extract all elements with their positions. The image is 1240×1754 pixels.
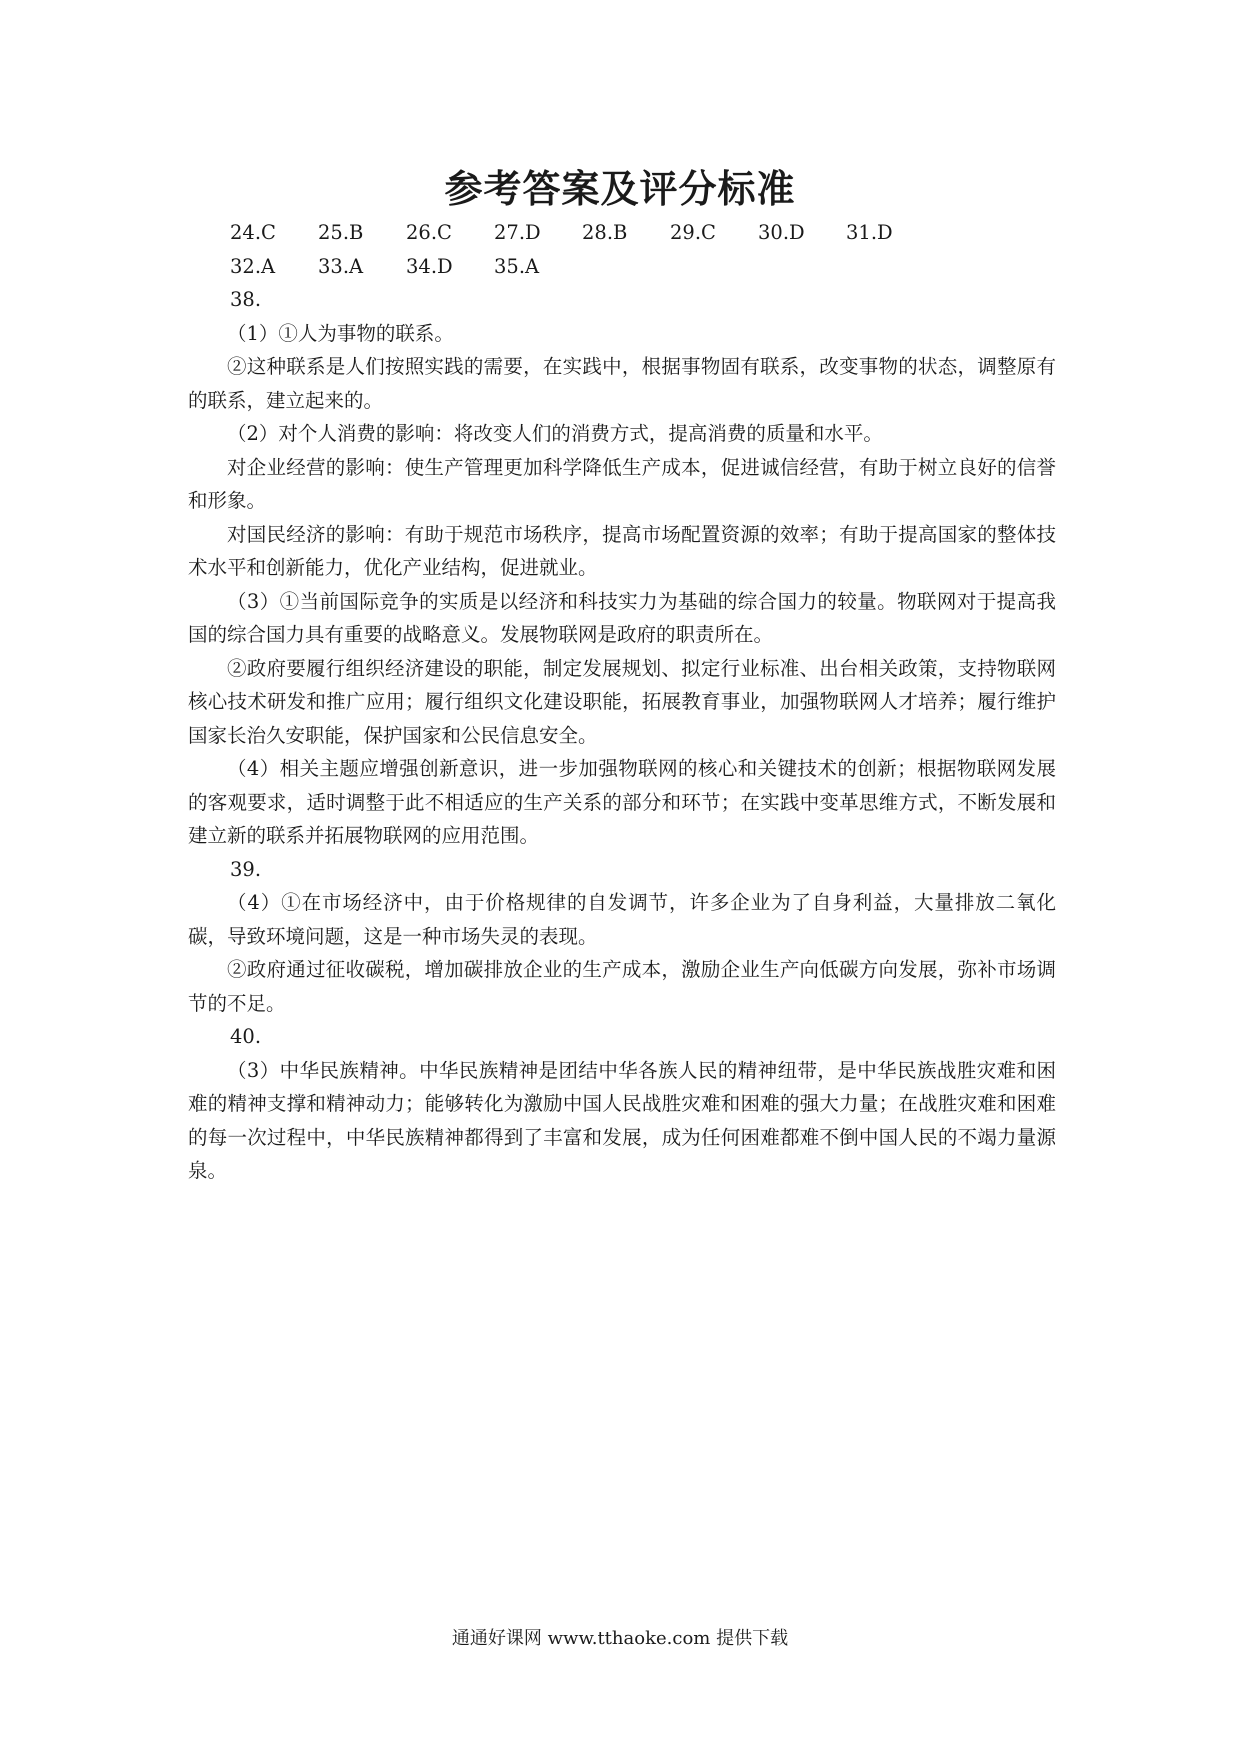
- answer-item: 24.C: [230, 221, 276, 244]
- q40-paragraph: （3）中华民族精神。中华民族精神是团结中华各族人民的精神纽带，是中华民族战胜灾难和困难的精神支撑和精神动力；能够转化为激励中国人民战胜灾难和困难的强大力量；在战胜灾难和困难的每一次过程中，中华民族精神都得到了丰富和发展，成为任何困难都难不倒中国人民的不竭力量源泉。: [188, 1058, 1056, 1182]
- q38-paragraph: ②政府要履行组织经济建设的职能，制定发展规划、拟定行业标准、出台相关政策，支持物联网核心技术研发和推广应用；履行组织文化建设职能，拓展教育事业，加强物联网人才培养；履行维护国家长治久安职能，保护国家和公民信息安全。: [188, 656, 1056, 747]
- answer-content: [188, 216, 1056, 1188]
- answer-item: 32.A: [230, 254, 276, 278]
- page-footer: 通通好课网 www.tthaoke.com 提供下载: [451, 1628, 789, 1649]
- answer-item: 34.D: [406, 254, 453, 278]
- q38-paragraph: 对企业经营的影响：使生产管理更加科学降低生产成本，促进诚信经营，有助于树立良好的信誉和形象。: [188, 455, 1056, 512]
- q38-paragraph: （3）①当前国际竞争的实质是以经济和科技实力为基础的综合国力的较量。物联网对于提高我国的综合国力具有重要的战略意义。发展物联网是政府的职责所在。: [188, 589, 1056, 646]
- answer-item: 26.C: [406, 221, 452, 244]
- page-title: 参考答案及评分标准: [444, 167, 796, 211]
- q38-paragraph: （4）相关主题应增强创新意识，进一步加强物联网的核心和关键技术的创新；根据物联网发展的客观要求，适时调整于此不相适应的生产关系的部分和环节；在实践中变革思维方式，不断发展和建立新的联系并拓展物联网的应用范围。: [188, 757, 1056, 847]
- multiple-choice-answers-row-1: [188, 216, 1056, 250]
- q39-paragraph: ②政府通过征收碳税，增加碳排放企业的生产成本，激励企业生产向低碳方向发展，弥补市场调节的不足。: [188, 958, 1056, 1015]
- answer-item: 29.C: [670, 221, 716, 244]
- q38-paragraph: ②这种联系是人们按照实践的需要，在实践中，根据事物固有联系，改变事物的状态，调整原有的联系，建立起来的。: [188, 355, 1056, 412]
- answer-item: 31.D: [846, 221, 893, 244]
- answer-item: 33.A: [318, 254, 364, 278]
- q38-paragraph: （1）①人为事物的联系。: [227, 321, 454, 345]
- answer-item: 30.D: [758, 221, 805, 244]
- q39-paragraph: （4）①在市场经济中，由于价格规律的自发调节，许多企业为了自身利益，大量排放二氧化碳，导致环境问题，这是一种市场失灵的表现。: [188, 891, 1056, 948]
- answer-item: 35.A: [494, 254, 540, 278]
- answer-item: 25.B: [318, 221, 364, 244]
- answer-item: 27.D: [494, 221, 541, 244]
- question-38-number: 38.: [230, 288, 262, 311]
- question-40-number: 40.: [230, 1025, 262, 1048]
- q38-paragraph: （2）对个人消费的影响：将改变人们的消费方式，提高消费的质量和水平。: [227, 422, 883, 445]
- q38-paragraph: 对国民经济的影响：有助于规范市场秩序，提高市场配置资源的效率；有助于提高国家的整体技术水平和创新能力，优化产业结构，促进就业。: [188, 522, 1056, 579]
- question-39-number: 39.: [230, 857, 262, 881]
- answer-item: 28.B: [582, 221, 628, 244]
- multiple-choice-answers-row-2: [188, 250, 1056, 284]
